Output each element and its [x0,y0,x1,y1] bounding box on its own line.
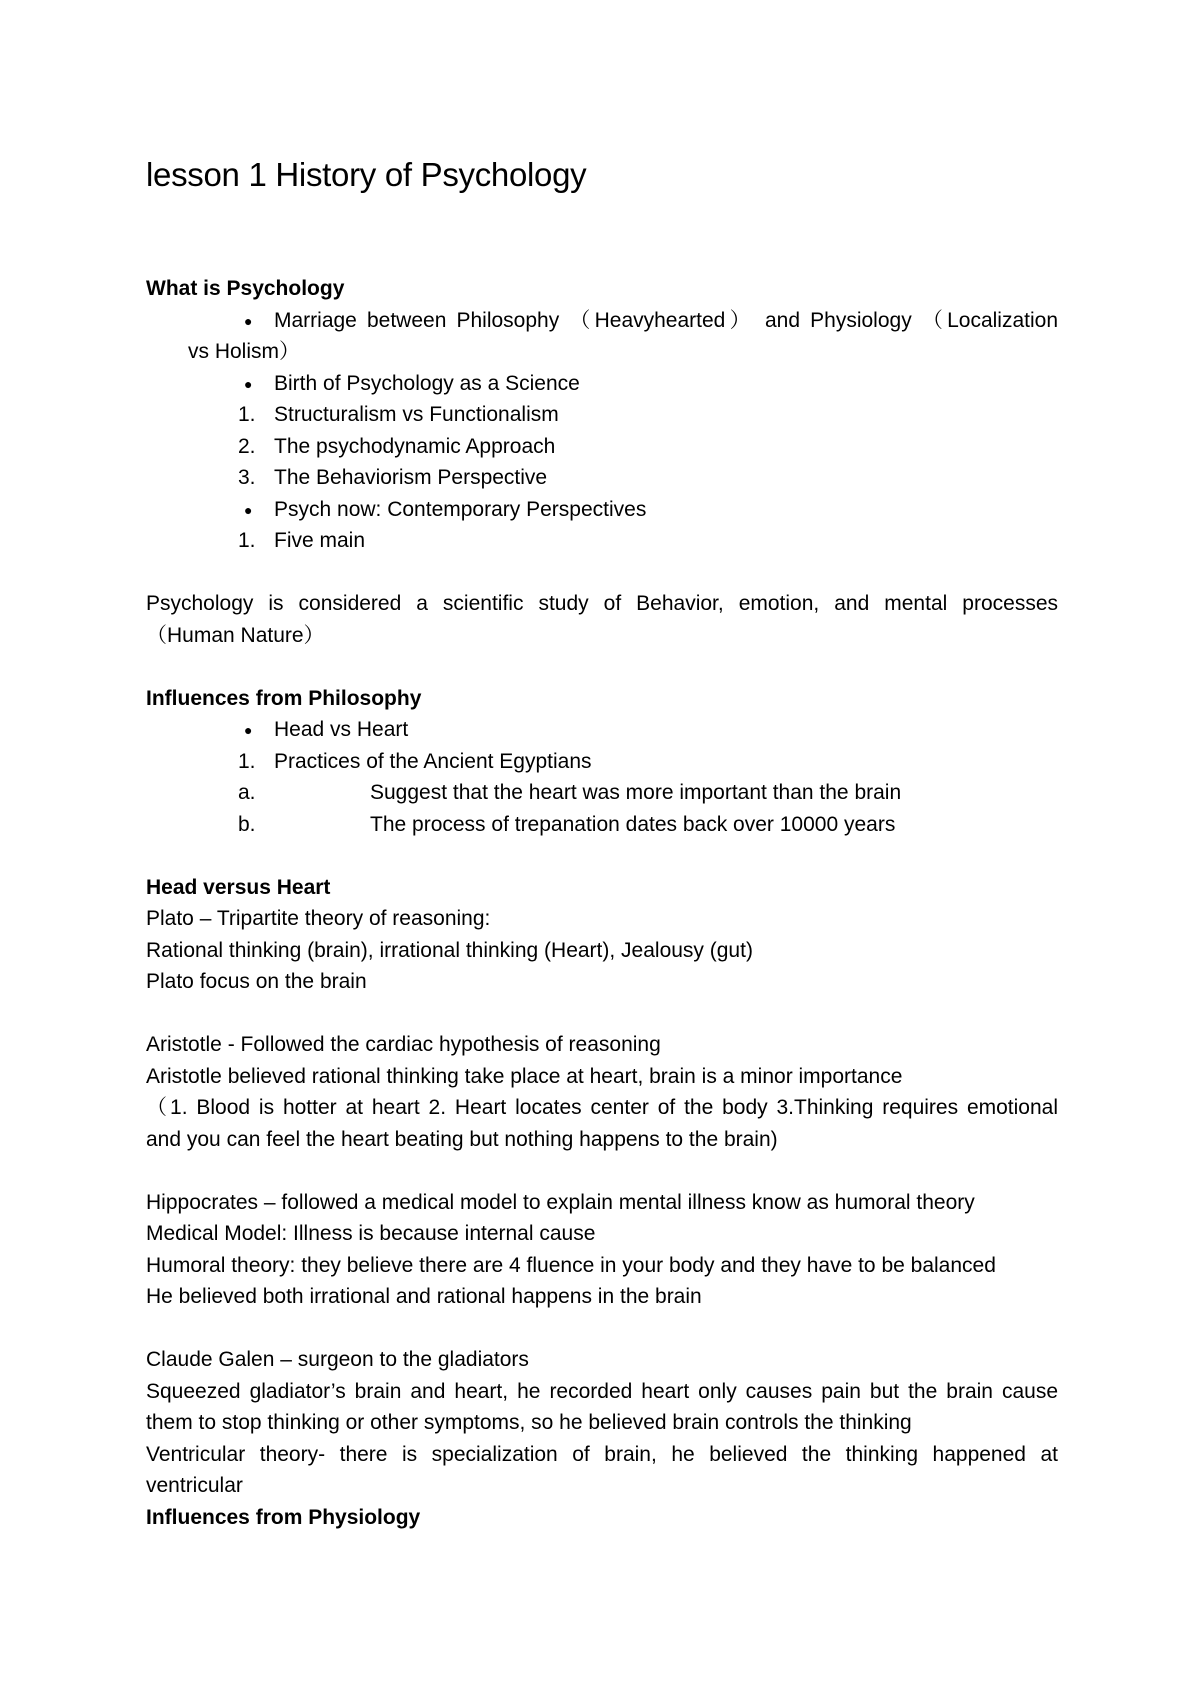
section-heading-head-versus-heart: Head versus Heart [146,875,331,899]
list-item-text: Marriage between Philosophy （Heavyhearted） and Physiology （Localization [274,308,1058,332]
list-item-text: The psychodynamic Approach [274,434,556,458]
paragraph-line: them to stop thinking or other symptoms, so he believed brain controls the thinking [146,1411,912,1434]
spacer [146,651,1058,683]
list-item-text: The process of trepanation dates back over 10000 years [370,812,896,836]
paragraph-line: Ventricular theory- there is specialization of brain, he believed the thinking happened at [146,1442,1058,1466]
numbered-item [146,462,1058,494]
list-item-text: Psych now: Contemporary Perspectives [274,497,647,521]
section-heading-influences-philosophy: Influences from Philosophy [146,686,422,710]
numbered-item [146,399,1058,431]
list-item-text: The Behaviorism Perspective [274,466,548,489]
spacer [146,998,1058,1030]
paragraph-line: Hippocrates – followed a medical model to explain mental illness know as humoral theory [146,1190,975,1214]
bullet-icon: ● [244,375,253,392]
list-number: 1. [238,749,256,773]
paragraph-line: Squeezed gladiator’s brain and heart, he recorded heart only causes pain but the brain cause [146,1379,1058,1403]
section-heading-what-is-psychology: What is Psychology [146,277,345,300]
list-item-text-continued: vs Holism） [188,340,301,363]
numbered-item [146,525,1058,557]
list-item [146,714,1058,746]
list-number: 2. [238,434,256,458]
bullet-icon: ● [244,722,253,738]
list-item-text: Five main [274,529,366,552]
numbered-item [146,746,1058,778]
list-item-text: Head vs Heart [274,718,409,741]
paragraph-line: Claude Galen – surgeon to the gladiators [146,1348,529,1371]
list-item-text: Structuralism vs Functionalism [274,403,559,426]
spacer [146,557,1058,589]
paragraph-line: Medical Model: Illness is because internal cause [146,1222,596,1245]
list-item [146,305,1058,368]
list-number: 1. [238,403,256,426]
paragraph-line: （1. Blood is hotter at heart 2. Heart locates center of the body 3.Thinking requires emotional [146,1096,1058,1119]
numbered-item [146,431,1058,463]
lettered-item [146,809,1058,841]
list-letter: b. [238,812,256,836]
list-number: 3. [238,466,256,489]
lettered-item [146,777,1058,809]
paragraph-line: Psychology is considered a scientific study of Behavior, emotion, and mental processes [146,592,1058,615]
section-heading-influences-physiology: Influences from Physiology [146,1505,421,1529]
list-item [146,368,1058,400]
paragraph-line: Humoral theory: they believe there are 4 fluence in your body and they have to be balanced [146,1253,996,1277]
document-page [146,0,1058,1696]
paragraph-line: ventricular [146,1474,243,1497]
paragraph-line: and you can feel the heart beating but nothing happens to the brain) [146,1127,778,1151]
paragraph-line: （Human Nature） [146,623,325,647]
paragraph-line: Plato – Tripartite theory of reasoning: [146,907,491,930]
paragraph-line: Aristotle believed rational thinking take place at heart, brain is a minor importance [146,1064,903,1088]
list-item-text: Suggest that the heart was more important than the brain [370,781,902,804]
bullet-icon: ● [244,501,253,518]
page-title: lesson 1 History of Psychology [146,156,587,193]
list-letter: a. [238,781,256,804]
list-item [146,494,1058,526]
paragraph-line: Aristotle - Followed the cardiac hypothesis of reasoning [146,1033,661,1056]
paragraph-line: Rational thinking (brain), irrational thinking (Heart), Jealousy (gut) [146,938,753,962]
list-number: 1. [238,529,256,552]
spacer [146,1155,1058,1187]
list-item-text: Practices of the Ancient Egyptians [274,749,592,773]
paragraph-line: He believed both irrational and rational happens in the brain [146,1285,702,1308]
spacer [146,840,1058,872]
paragraph-line: Plato focus on the brain [146,970,367,993]
document-body [146,273,1058,1533]
bullet-icon: ● [244,312,253,329]
spacer [146,1313,1058,1345]
list-item-text: Birth of Psychology as a Science [274,371,580,395]
